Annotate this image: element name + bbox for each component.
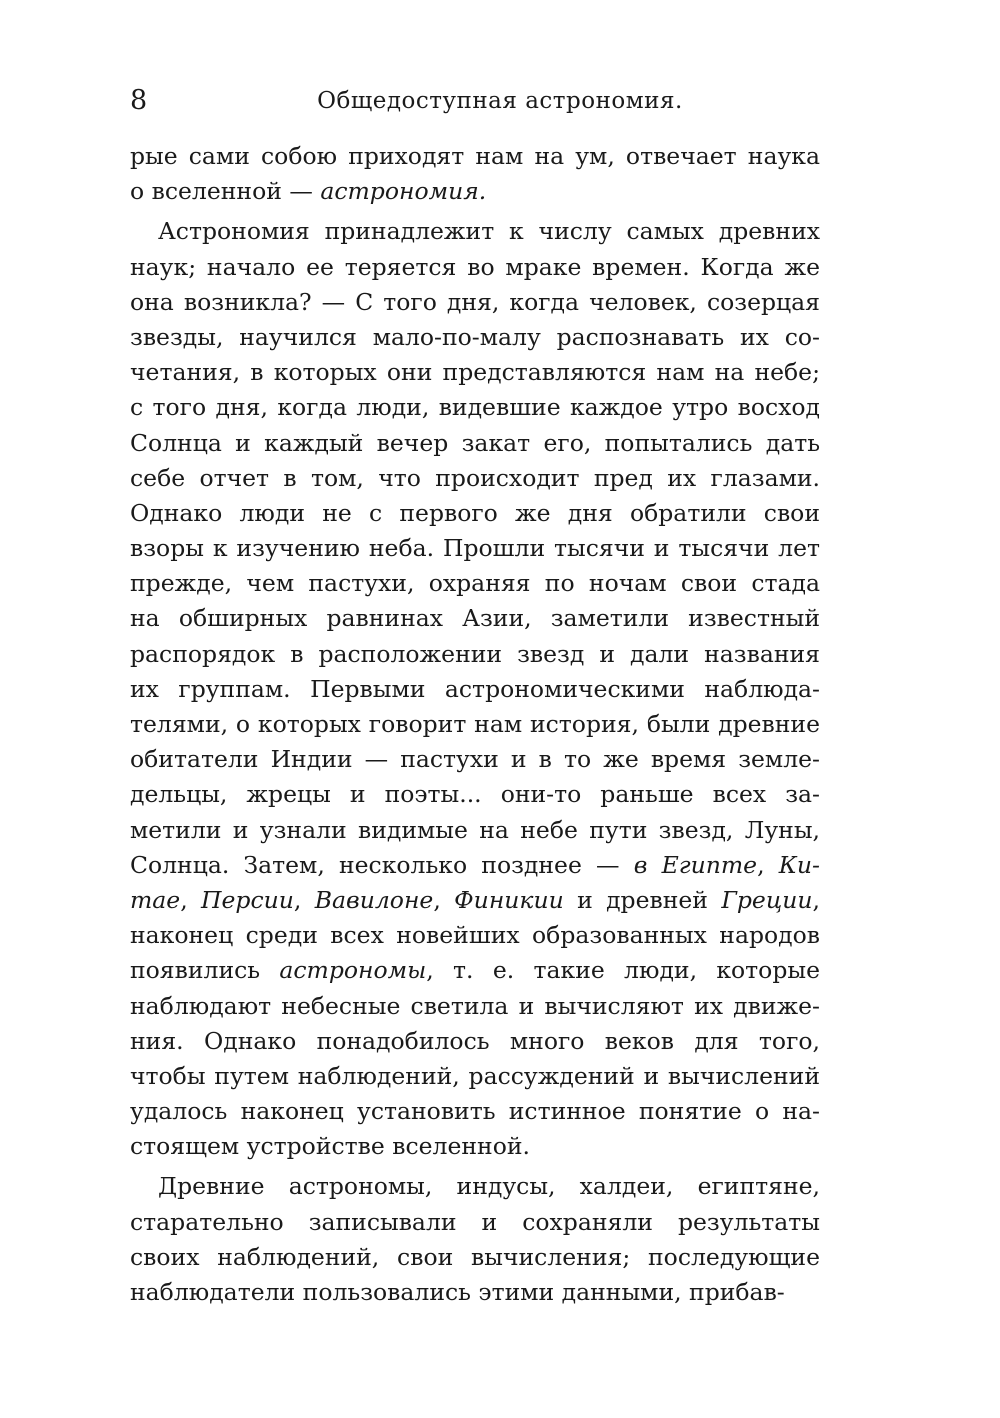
text-segment: , bbox=[812, 885, 820, 914]
text-segment: четания, в которых они представляются нам на небе; bbox=[130, 358, 820, 387]
text-segment: чтобы путем наблюдений, рассуждений и вычислений bbox=[130, 1061, 820, 1090]
text-segment: распорядок в расположении звезд и дали названия bbox=[130, 639, 820, 668]
text-segment: , bbox=[757, 850, 779, 879]
text-line bbox=[130, 320, 820, 355]
body-text bbox=[130, 139, 820, 1310]
page-number: 8 bbox=[130, 85, 148, 116]
italic-term: астрономы bbox=[279, 956, 427, 985]
text-segment: своих наблюдений, свои вычисления; последующие bbox=[130, 1242, 820, 1271]
text-line bbox=[130, 531, 820, 566]
text-line bbox=[130, 1205, 820, 1240]
text-segment: себе отчет в том, что происходит пред их глазами. bbox=[130, 463, 820, 492]
text-line bbox=[130, 139, 820, 174]
italic-term: в Египте bbox=[633, 850, 758, 879]
text-line bbox=[130, 637, 820, 672]
text-segment: старательно записывали и сохраняли результаты bbox=[130, 1207, 820, 1236]
text-segment: Солнца и каждый вечер закат его, попытались дать bbox=[130, 428, 820, 457]
italic-term: Персии bbox=[201, 885, 294, 914]
text-segment: наблюдают небесные светила и вычисляют их движе- bbox=[130, 991, 820, 1020]
text-segment: удалось наконец установить истинное понятие о на- bbox=[130, 1097, 820, 1126]
running-title: Общедоступная астрономия. bbox=[317, 88, 683, 114]
text-segment: дельцы, жрецы и поэты... они-то раньше всех за- bbox=[130, 780, 820, 809]
text-line bbox=[130, 1275, 820, 1310]
text-line bbox=[130, 461, 820, 496]
paragraph bbox=[130, 139, 820, 209]
text-segment: наук; начало ее теряется во мраке времен. Когда же bbox=[130, 252, 820, 281]
text-segment: Астрономия принадлежит к числу самых древних bbox=[158, 217, 820, 246]
text-line bbox=[130, 426, 820, 461]
text-segment: , bbox=[293, 885, 315, 914]
text-segment: , т. е. такие люди, которые bbox=[426, 956, 820, 985]
text-line bbox=[130, 672, 820, 707]
paragraph bbox=[130, 1169, 820, 1310]
text-segment: метили и узнали видимые на небе пути звезд, Луны, bbox=[130, 815, 820, 844]
text-line bbox=[130, 174, 820, 209]
text-line bbox=[130, 953, 820, 988]
italic-term: Ки- bbox=[778, 850, 820, 879]
text-segment: Однако люди не с первого же дня обратили свои bbox=[130, 498, 820, 527]
text-segment: звезды, научился мало-по-малу распознавать их со- bbox=[130, 322, 820, 351]
text-segment: Древние астрономы, индусы, халдеи, египтяне, bbox=[158, 1172, 820, 1201]
text-line bbox=[130, 601, 820, 636]
paragraph bbox=[130, 214, 820, 1164]
text-segment: , bbox=[433, 885, 455, 914]
italic-term: Финикии bbox=[454, 885, 564, 914]
text-segment: взоры к изучению неба. Прошли тысячи и тысячи лет bbox=[130, 534, 820, 563]
text-line bbox=[130, 214, 820, 249]
italic-term: Греции bbox=[721, 885, 813, 914]
text-line bbox=[130, 883, 820, 918]
text-segment: их группам. Первыми астрономическими наблюда- bbox=[130, 674, 820, 703]
text-segment: прежде, чем пастухи, охраняя по ночам свои стада bbox=[130, 569, 820, 598]
text-segment: и древней bbox=[563, 885, 722, 914]
text-segment: стоящем устройстве вселенной. bbox=[130, 1132, 530, 1161]
text-segment: на обширных равнинах Азии, заметили известный bbox=[130, 604, 820, 633]
text-segment: наблюдатели пользовались этими данными, прибав- bbox=[130, 1278, 785, 1306]
text-line bbox=[130, 1129, 820, 1164]
text-line bbox=[130, 813, 820, 848]
text-line bbox=[130, 742, 820, 777]
text-segment: ния. Однако понадобилось много веков для того, bbox=[130, 1026, 820, 1055]
text-segment: с того дня, когда люди, видевшие каждое утро восход bbox=[130, 393, 820, 422]
text-segment: , bbox=[180, 885, 202, 914]
text-line bbox=[130, 1169, 820, 1204]
text-segment: обитатели Индии — пастухи и в то же время земле- bbox=[130, 745, 820, 774]
text-line bbox=[130, 496, 820, 531]
text-line bbox=[130, 250, 820, 285]
text-line bbox=[130, 1094, 820, 1129]
text-line bbox=[130, 1240, 820, 1275]
text-line bbox=[130, 848, 820, 883]
text-segment: она возникла? — С того дня, когда человек, созерцая bbox=[130, 287, 820, 316]
text-line bbox=[130, 777, 820, 812]
text-line bbox=[130, 566, 820, 601]
text-line bbox=[130, 1059, 820, 1094]
text-segment: телями, о которых говорит нам история, были древние bbox=[130, 710, 820, 738]
text-line bbox=[130, 918, 820, 953]
text-segment: рые сами собою приходят нам на ум, отвечает наука bbox=[130, 142, 820, 170]
text-segment: о вселенной — bbox=[130, 177, 321, 206]
text-line bbox=[130, 285, 820, 320]
text-line bbox=[130, 707, 820, 742]
text-line bbox=[130, 355, 820, 390]
italic-term: тае bbox=[130, 885, 181, 914]
text-line bbox=[130, 989, 820, 1024]
italic-term: астрономия. bbox=[320, 177, 487, 206]
text-segment: Солнца. Затем, несколько позднее — bbox=[130, 850, 634, 879]
page-header bbox=[130, 84, 820, 118]
text-segment: наконец среди всех новейших образованных народов bbox=[130, 921, 820, 950]
text-segment: появились bbox=[130, 956, 280, 985]
text-line bbox=[130, 390, 820, 425]
text-line bbox=[130, 1024, 820, 1059]
italic-term: Вавилоне bbox=[314, 885, 434, 914]
